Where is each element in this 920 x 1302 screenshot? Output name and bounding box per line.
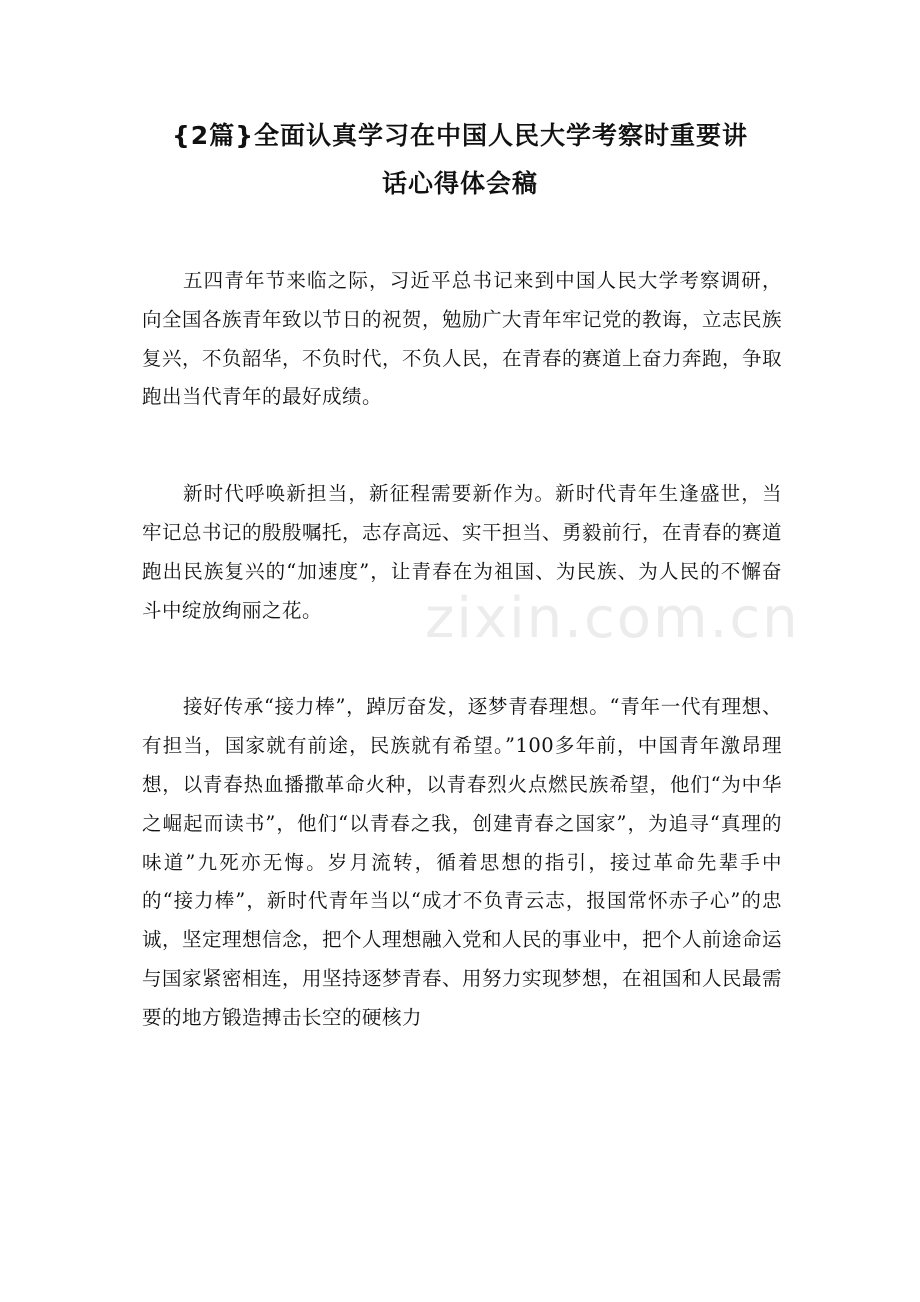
title-line-1: {2篇}全面认真学习在中国人民大学考察时重要讲 bbox=[172, 121, 748, 150]
paragraph-2: 新时代呼唤新担当，新征程需要新作为。新时代青年生逢盛世，当牢记总书记的殷殷嘱托，志存高远、实干担当、勇毅前行，在青春的赛道跑出民族复兴的“加速度”，让青春在为祖国、为民族、为人民的不懈奋斗中绽放绚丽之花。 bbox=[142, 482, 783, 622]
watermark-text: zixin.com.cn bbox=[425, 586, 800, 651]
document-title bbox=[130, 112, 790, 208]
document-body bbox=[142, 262, 782, 1038]
title-line-2: 话心得体会稿 bbox=[381, 169, 538, 198]
paragraph-1: 五四青年节来临之际，习近平总书记来到中国人民大学考察调研，向全国各族青年致以节日的祝贺，勉励广大青年牢记党的教诲，立志民族复兴，不负韶华，不负时代，不负人民，在青春的赛道上奋力奔跑，争取跑出当代青年的最好成绩。 bbox=[142, 269, 783, 409]
paragraph-3: 接好传承“接力棒”，踔厉奋发，逐梦青春理想。“青年一代有理想、有担当，国家就有前途，民族就有希望。”100多年前，中国青年激昂理想，以青春热血播撒革命火种，以青春烈火点燃民族希望，他们“为中华之崛起而读书”，他们“以青春之我，创建青春之国家”，为追寻“真理的味道”九死亦无悔。岁月流转，循着思想的指引，接过革命先辈手中的“接力棒”，新时代青年当以“成才不负青云志，报国常怀赤子心”的忠诚，坚定理想信念，把个人理想融入党和人民的事业中，把个人前途命运与国家紧密相连，用坚持逐梦青春、用努力实现梦想，在祖国和人民最需要的地方锻造搏击长空的硬核力 bbox=[142, 695, 783, 1029]
